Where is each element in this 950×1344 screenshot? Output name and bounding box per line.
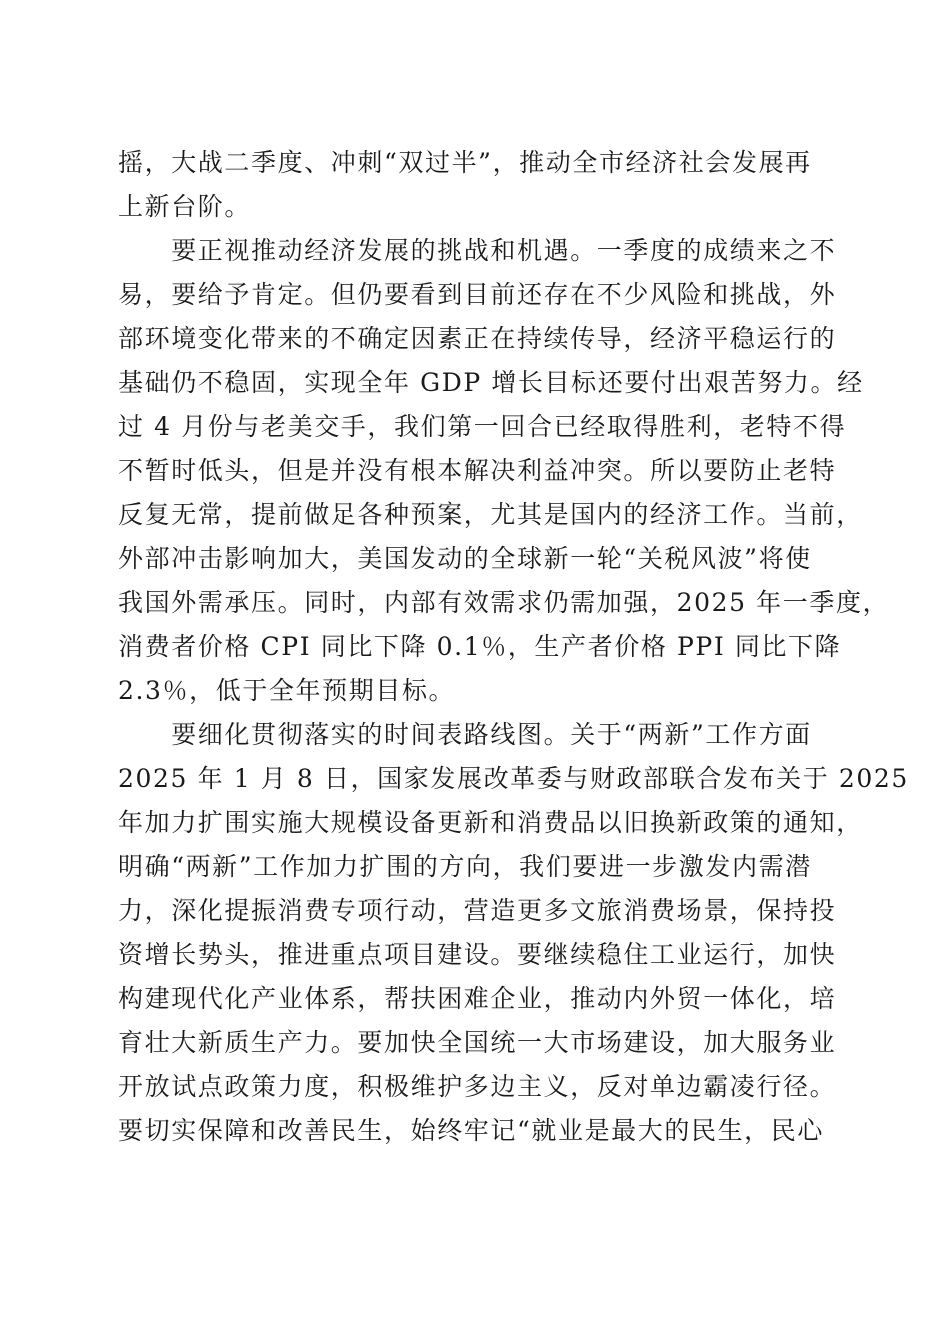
text-line: 消费者价格 CPI 同比下降 0.1％，生产者价格 PPI 同比下降 xyxy=(118,632,842,661)
text-line: 2025 年 1 月 8 日，国家发展改革委与财政部联合发布关于 2025 xyxy=(118,764,909,793)
text-line: 要细化贯彻落实的时间表路线图。关于“两新”工作方面 xyxy=(118,720,812,749)
text-line: 基础仍不稳固，实现全年 GDP 增长目标还要付出艰苦努力。经 xyxy=(118,368,864,397)
text-line: 育壮大新质生产力。要加快全国统一大市场建设，加大服务业 xyxy=(118,1028,837,1057)
text-line: 要正视推动经济发展的挑战和机遇。一季度的成绩来之不 xyxy=(118,236,837,265)
text-line: 部环境变化带来的不确定因素正在持续传导，经济平稳运行的 xyxy=(118,324,837,353)
text-line: 过 4 月份与老美交手，我们第一回合已经取得胜利，老特不得 xyxy=(118,412,847,441)
text-line: 外部冲击影响加大，美国发动的全球新一轮“关税风波”将使 xyxy=(118,544,812,573)
text-line: 构建现代化产业体系，帮扶困难企业，推动内外贸一体化，培 xyxy=(118,984,837,1013)
text-line: 2.3％，低于全年预期目标。 xyxy=(118,676,456,705)
text-line: 明确“两新”工作加力扩围的方向，我们要进一步激发内需潜 xyxy=(118,852,812,881)
document-body xyxy=(118,141,909,1153)
text-line: 易，要给予肯定。但仍要看到目前还存在不少风险和挑战，外 xyxy=(118,280,837,309)
text-line: 摇，大战二季度、冲刺“双过半”，推动全市经济社会发展再 xyxy=(118,148,812,177)
text-line: 反复无常，提前做足各种预案，尤其是国内的经济工作。当前， xyxy=(118,500,863,529)
text-line: 开放试点政策力度，积极维护多边主义，反对单边霸凌行径。 xyxy=(118,1072,837,1101)
text-line: 我国外需承压。同时，内部有效需求仍需加强，2025 年一季度， xyxy=(118,588,890,617)
text-line: 不暂时低头，但是并没有根本解决利益冲突。所以要防止老特 xyxy=(118,456,837,485)
text-line: 资增长势头，推进重点项目建设。要继续稳住工业运行，加快 xyxy=(118,940,837,969)
text-line: 要切实保障和改善民生，始终牢记“就业是最大的民生，民心 xyxy=(118,1116,824,1145)
text-line: 年加力扩围实施大规模设备更新和消费品以旧换新政策的通知， xyxy=(118,808,863,837)
text-line: 力，深化提振消费专项行动，营造更多文旅消费场景，保持投 xyxy=(118,896,837,925)
text-line: 上新台阶。 xyxy=(118,192,252,221)
